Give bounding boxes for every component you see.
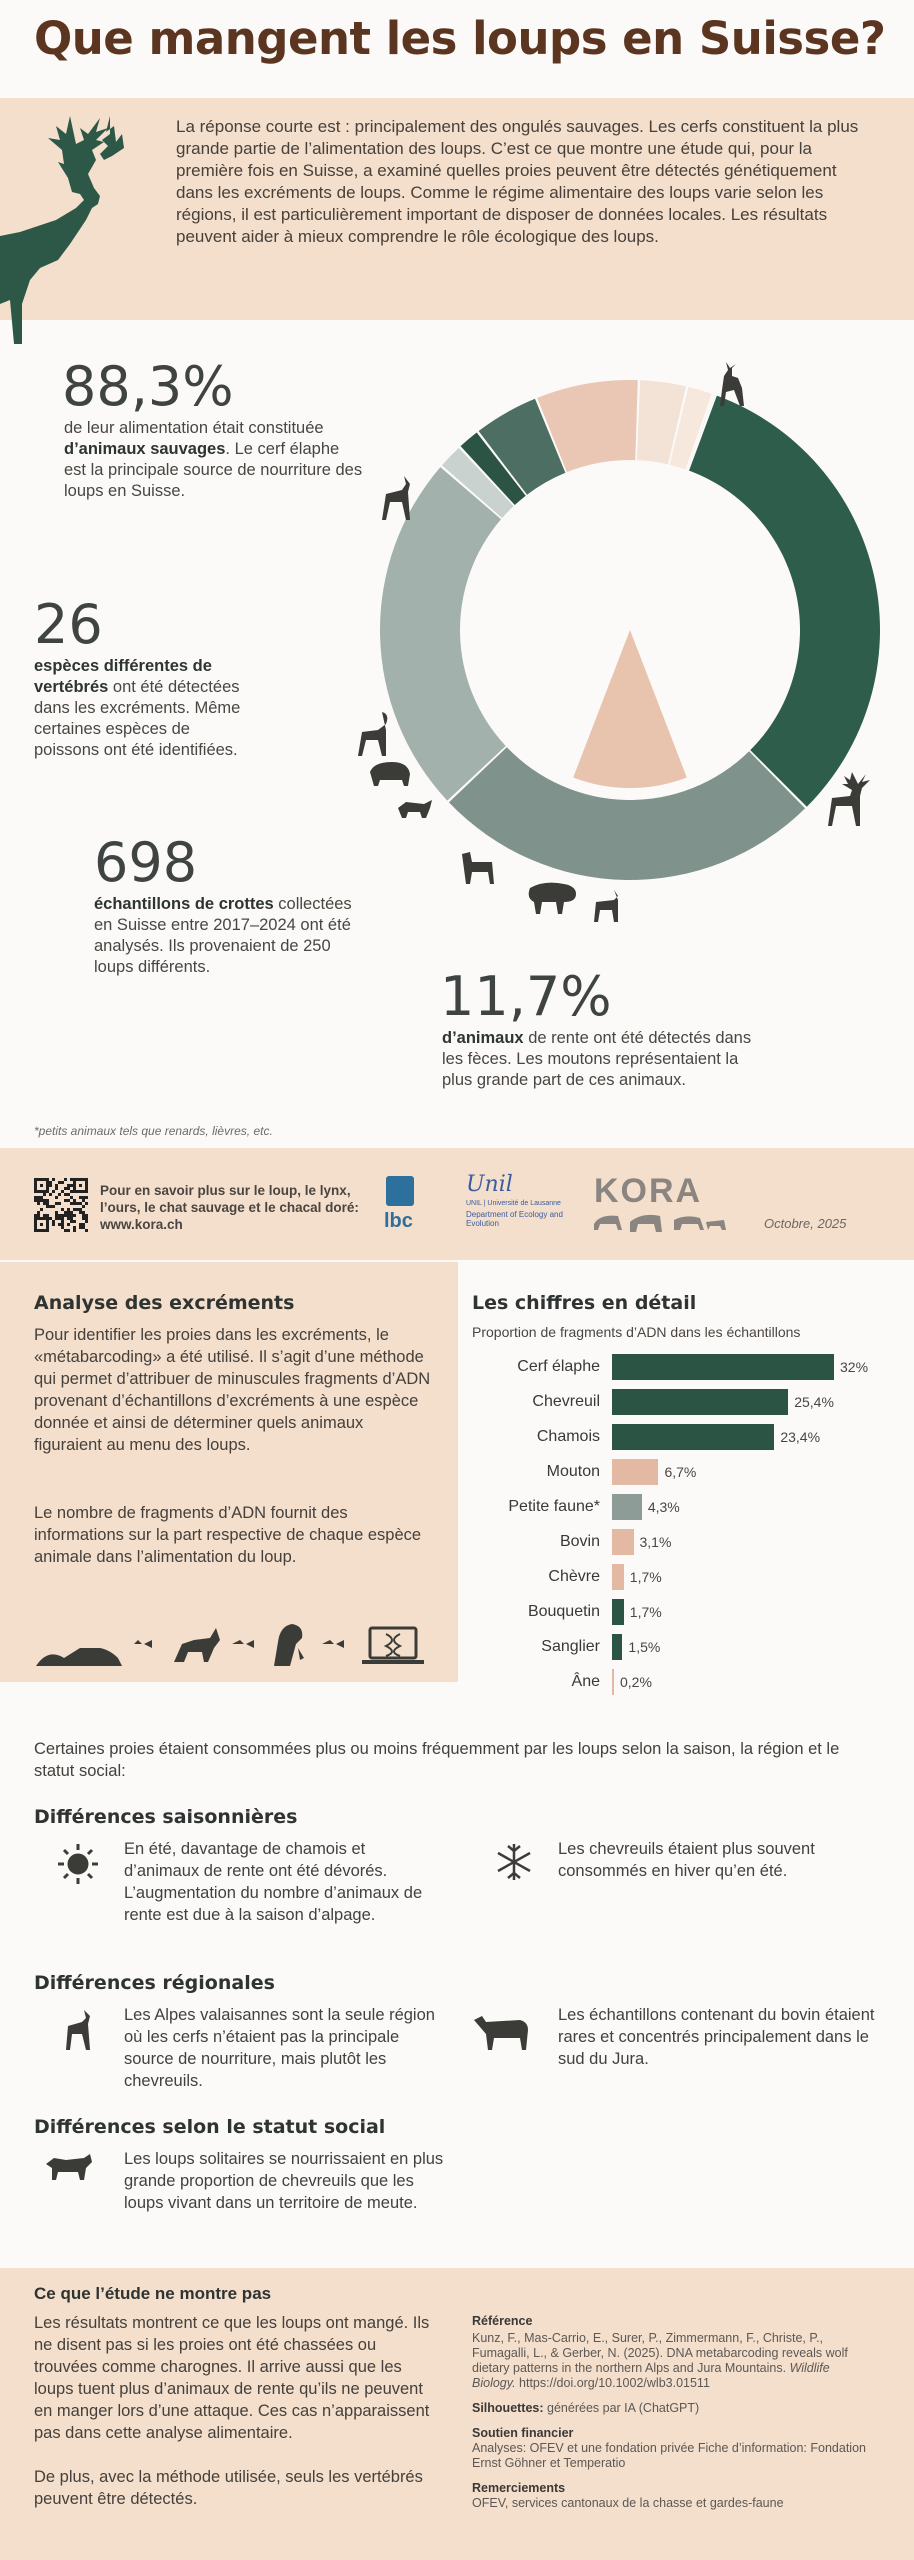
qr-module xyxy=(73,1214,76,1217)
qr-module xyxy=(82,1214,85,1217)
qr-module xyxy=(70,1190,73,1193)
qr-module xyxy=(79,1178,82,1181)
qr-module xyxy=(82,1223,85,1226)
qr-module xyxy=(73,1187,76,1190)
bar-value-label: 6,7% xyxy=(664,1464,697,1480)
bar-label: Chevreuil xyxy=(532,1393,600,1410)
stat-species-text: espèces différentes de vertébrés ont été détectées dans les excréments. Même certaines espèces de poissons ont été identifiées. xyxy=(34,657,241,759)
qr-module xyxy=(55,1202,58,1205)
qr-module xyxy=(52,1178,55,1181)
qr-module xyxy=(67,1229,70,1232)
kora-animals-icon xyxy=(590,1206,730,1234)
qr-module xyxy=(55,1196,58,1199)
qr-module xyxy=(70,1214,73,1217)
qr-module xyxy=(37,1178,40,1181)
qr-module xyxy=(67,1214,70,1217)
qr-module xyxy=(34,1199,37,1202)
arrow-icon-1 xyxy=(134,1640,152,1648)
qr-module xyxy=(52,1223,55,1226)
qr-module xyxy=(58,1202,61,1205)
qr-module xyxy=(85,1220,88,1223)
qr-module xyxy=(37,1211,40,1214)
qr-module xyxy=(67,1187,70,1190)
qr-module xyxy=(43,1229,46,1232)
bar-value-label: 4,3% xyxy=(647,1499,680,1515)
bar xyxy=(612,1669,614,1695)
unil-sub: UNIL | Université de Lausanne xyxy=(466,1200,561,1207)
qr-module xyxy=(40,1184,43,1187)
regional-valais-text: Les Alpes valaisannes sont la seule région où les cerfs n’étaient pas la principale source de nourriture, mais plutôt les chevreuils. xyxy=(124,2006,435,2090)
bar-label: Chèvre xyxy=(548,1568,600,1585)
lbc-logo-text: lbc xyxy=(384,1210,413,1232)
lbc-logo-icon xyxy=(386,1176,414,1206)
qr-module xyxy=(73,1184,76,1187)
qr-module xyxy=(34,1226,37,1229)
wolf-social-icon xyxy=(44,2152,94,2182)
qr-module xyxy=(58,1214,61,1217)
bar xyxy=(612,1529,634,1555)
qr-module xyxy=(85,1184,88,1187)
laptop-base-icon xyxy=(362,1660,424,1664)
qr-module xyxy=(85,1217,88,1220)
bar xyxy=(612,1634,622,1660)
qr-module xyxy=(70,1178,73,1181)
qr-module xyxy=(46,1223,49,1226)
qr-module xyxy=(73,1190,76,1193)
laptop-icon xyxy=(370,1628,416,1658)
livestock-wedge xyxy=(573,630,687,788)
qr-module xyxy=(49,1184,52,1187)
qr-module xyxy=(55,1217,58,1220)
seasonal-winter-text: Les chevreuils étaient plus souvent consommés en hiver qu’en été. xyxy=(558,1840,815,1880)
qr-module xyxy=(61,1208,64,1211)
qr-module xyxy=(73,1220,76,1223)
qr-module xyxy=(76,1178,79,1181)
details-subtitle: Proportion de fragments d’ADN dans les échantillons xyxy=(472,1324,801,1340)
seasonal-summer-text: En été, davantage de chamois et d’animaux de rente ont été dévorés. L’augmentation du nombre d’animaux de rente est due à la saison d’alpage. xyxy=(124,1840,423,1924)
qr-module xyxy=(67,1211,70,1214)
qr-module xyxy=(34,1229,37,1232)
bar-label: Mouton xyxy=(546,1463,600,1480)
qr-module xyxy=(58,1217,61,1220)
qr-module xyxy=(58,1181,61,1184)
qr-module xyxy=(34,1217,37,1220)
qr-module xyxy=(46,1181,49,1184)
bar-value-label: 32% xyxy=(840,1359,869,1375)
qr-module xyxy=(37,1202,40,1205)
qr-module xyxy=(82,1196,85,1199)
qr-module xyxy=(79,1223,82,1226)
qr-module xyxy=(73,1226,76,1229)
qr-module xyxy=(58,1223,61,1226)
stat-samples-text: échantillons de crottes collectées en Suisse entre 2017–2024 ont été analysés. Ils provenaient de 250 loups différents. xyxy=(94,895,352,976)
qr-module xyxy=(85,1202,88,1205)
qr-module xyxy=(34,1178,37,1181)
references: Référence Kunz, F., Mas-Carrio, E., Surer, P., Zimmermann, F., Christe, P., Fumagalli, L., & Gerber, N. (2025). DNA metabarcoding reveals wolf dietary patterns in the northern Alps and Jura Mountains. Wildlife Biology. https://doi.org/10.1002/wlb3.01511 Silhouettes: générées par IA (ChatGPT) Soutien financier Analyses: OFEV et une fondation privée Fiche d’information: Fondation Ernst Göhner et Temperatio Remerciements OFEV, services cantonaux de la chasse et gardes-faune xyxy=(472,2314,866,2510)
boar-icon xyxy=(368,758,412,788)
qr-module xyxy=(40,1199,43,1202)
qr-module xyxy=(34,1184,37,1187)
qr-module xyxy=(58,1193,61,1196)
qr-module xyxy=(76,1202,79,1205)
bar xyxy=(612,1389,788,1415)
qr-module xyxy=(43,1202,46,1205)
bar-value-label: 0,2% xyxy=(620,1674,652,1690)
qr-module xyxy=(34,1196,37,1199)
qr-module xyxy=(79,1211,82,1214)
qr-module xyxy=(79,1196,82,1199)
qr-module xyxy=(85,1181,88,1184)
qr-module xyxy=(55,1211,58,1214)
chamois-icon xyxy=(352,710,396,758)
qr-module xyxy=(85,1214,88,1217)
bar-label: Petite faune* xyxy=(508,1498,600,1515)
qr-module xyxy=(40,1223,43,1226)
qr-module xyxy=(37,1214,40,1217)
qr-module xyxy=(67,1217,70,1220)
qr-module xyxy=(67,1193,70,1196)
qr-module xyxy=(49,1193,52,1196)
qr-module xyxy=(43,1214,46,1217)
bar-value-label: 23,4% xyxy=(780,1429,821,1445)
qr-module xyxy=(73,1181,76,1184)
bar-label: Cerf élaphe xyxy=(517,1358,600,1375)
qr-module xyxy=(61,1190,64,1193)
limits-p1: Les résultats montrent ce que les loups ont mangé. Ils ne disent pas si les proies ont été chassées ou trouvées comme charognes. Il arrive aussi que les loups tuent plus d’animaux de rente qu’ils ne peuvent en manger lors d’une attaque. Ces cas n’apparaissent pas dans cette analyse alimentaire. xyxy=(34,2314,430,2442)
goat-small-icon xyxy=(588,888,624,924)
qr-module xyxy=(34,1214,37,1217)
qr-module xyxy=(64,1214,67,1217)
roe-deer-icon xyxy=(376,474,416,522)
qr-module xyxy=(67,1223,70,1226)
qr-module xyxy=(52,1205,55,1208)
qr-module xyxy=(40,1229,43,1232)
stat-wild-text: de leur alimentation était constituée d’animaux sauvages. Le cerf élaphe est la principale source de nourriture des loups en Suisse. xyxy=(64,419,363,500)
stag-icon xyxy=(822,770,874,828)
qr-module xyxy=(64,1193,67,1196)
qr-module xyxy=(61,1214,64,1217)
qr-module xyxy=(52,1190,55,1193)
bar-label: Âne xyxy=(571,1673,600,1690)
qr-module xyxy=(73,1178,76,1181)
stat-wild-value: 88,3% xyxy=(62,355,234,418)
qr-module xyxy=(64,1229,67,1232)
qr-module xyxy=(46,1205,49,1208)
stat-samples-value: 698 xyxy=(94,831,198,894)
qr-module xyxy=(82,1178,85,1181)
qr-module xyxy=(67,1208,70,1211)
fox-icon xyxy=(396,798,434,820)
qr-module xyxy=(46,1199,49,1202)
qr-module xyxy=(55,1214,58,1217)
qr-module xyxy=(49,1217,52,1220)
qr-module xyxy=(82,1226,85,1229)
qr-module xyxy=(79,1190,82,1193)
qr-module xyxy=(85,1178,88,1181)
qr-module xyxy=(46,1217,49,1220)
limits-p2: De plus, avec la méthode utilisée, seuls les vertébrés peuvent être détectés. xyxy=(34,2468,423,2508)
sheep-icon xyxy=(524,880,578,916)
donut-slice xyxy=(689,396,880,807)
qr-module xyxy=(40,1196,43,1199)
kora-logo: KORA xyxy=(594,1172,703,1210)
qr-module xyxy=(67,1184,70,1187)
bar-value-label: 25,4% xyxy=(794,1394,834,1410)
qr-module xyxy=(46,1214,49,1217)
qr-module xyxy=(85,1229,88,1232)
variation-intro: Certaines proies étaient consommées plus ou moins fréquemment par les loups selon la saison, la région et le statut social: xyxy=(34,1740,840,1780)
bar xyxy=(612,1424,774,1450)
qr-module xyxy=(79,1184,82,1187)
details-title: Les chiffres en détail xyxy=(472,1292,697,1314)
qr-module xyxy=(61,1220,64,1223)
qr-module xyxy=(61,1223,64,1226)
qr-module xyxy=(64,1187,67,1190)
stat-species-value: 26 xyxy=(34,593,103,656)
qr-module xyxy=(61,1181,64,1184)
qr-module xyxy=(73,1202,76,1205)
analysis-title: Analyse des excréments xyxy=(34,1292,295,1314)
qr-module xyxy=(43,1217,46,1220)
qr-module xyxy=(49,1181,52,1184)
qr-module xyxy=(70,1217,73,1220)
qr-module xyxy=(43,1190,46,1193)
qr-module xyxy=(61,1226,64,1229)
regional-jura-text: Les échantillons contenant du bovin étaient rares et concentrés principalement dans le sud du Jura. xyxy=(558,2006,875,2068)
bar xyxy=(612,1599,624,1625)
qr-module xyxy=(73,1229,76,1232)
qr-code-icon[interactable] xyxy=(34,1178,88,1232)
qr-module xyxy=(55,1187,58,1190)
qr-module xyxy=(82,1217,85,1220)
bar-value-label: 1,7% xyxy=(629,1604,662,1620)
qr-module xyxy=(85,1190,88,1193)
qr-module xyxy=(37,1217,40,1220)
deer-small-icon xyxy=(714,360,750,408)
unil-dept: Department of Ecology and Evolution xyxy=(466,1210,563,1228)
qr-module xyxy=(76,1190,79,1193)
qr-module xyxy=(64,1178,67,1181)
qr-module xyxy=(82,1190,85,1193)
qr-module xyxy=(46,1187,49,1190)
qr-module xyxy=(82,1205,85,1208)
goat-icon xyxy=(458,850,498,886)
qr-module xyxy=(76,1208,79,1211)
qr-module xyxy=(34,1187,37,1190)
qr-module xyxy=(79,1202,82,1205)
qr-module xyxy=(37,1199,40,1202)
qr-module xyxy=(37,1229,40,1232)
arrow-icon-2 xyxy=(232,1640,254,1648)
qr-module xyxy=(82,1199,85,1202)
qr-module xyxy=(82,1211,85,1214)
bar-value-label: 1,7% xyxy=(629,1569,662,1585)
bar-label: Sanglier xyxy=(541,1638,600,1655)
person-collecting-icon xyxy=(274,1624,304,1666)
qr-module xyxy=(46,1226,49,1229)
bar-label: Bovin xyxy=(559,1533,600,1550)
bar xyxy=(612,1459,658,1485)
qr-module xyxy=(79,1226,82,1229)
qr-module xyxy=(34,1223,37,1226)
footnote: *petits animaux tels que renards, lièvres, etc. xyxy=(34,1124,273,1138)
qr-module xyxy=(40,1178,43,1181)
qr-module xyxy=(73,1208,76,1211)
wolf-eating-icon xyxy=(36,1648,122,1666)
stat-livestock-text: d’animaux de rente ont été détectés dans les fèces. Les moutons représentaient la plus grande part de ces animaux. xyxy=(442,1029,752,1089)
qr-module xyxy=(67,1199,70,1202)
stat-livestock-value: 11,7% xyxy=(440,965,612,1028)
qr-module xyxy=(34,1181,37,1184)
seasonal-title: Différences saisonnières xyxy=(34,1806,298,1828)
dna-icon xyxy=(386,1634,400,1656)
intro-text: La réponse courte est : principalement des ongulés sauvages. Les cerfs constituent la plus grande partie de l’alimentation des loups. C’est ce que montre une étude qui, pour la première fois en Suisse, a examiné quelles proies peuvent être détectés génétiquement dans les excréments de loups. Comme le régime alimentaire des loups varie selon les régions, il est particulièrement important de disposer de données locales. Les résultats peuvent aider à mieux comprendre le rôle écologique des loups. xyxy=(176,117,859,246)
bar xyxy=(612,1564,624,1590)
wolf-icon xyxy=(174,1628,220,1662)
qr-module xyxy=(34,1220,37,1223)
qr-module xyxy=(79,1208,82,1211)
regional-title: Différences régionales xyxy=(34,1972,275,1994)
qr-module xyxy=(49,1205,52,1208)
arrow-icon-3 xyxy=(322,1640,344,1648)
bar-chart xyxy=(440,1350,914,1720)
qr-module xyxy=(43,1199,46,1202)
qr-module xyxy=(70,1202,73,1205)
bar xyxy=(612,1354,834,1380)
unil-logo: Unil xyxy=(466,1172,513,1197)
analysis-p2: Le nombre de fragments d’ADN fournit des informations sur la part respective de chaque espèce animale dans l’alimentation du loup. xyxy=(34,1504,422,1566)
qr-module xyxy=(73,1199,76,1202)
qr-module xyxy=(37,1196,40,1199)
deer-silhouette-icon xyxy=(0,104,140,350)
bar-value-label: 3,1% xyxy=(639,1534,672,1550)
social-title: Différences selon le statut social xyxy=(34,2116,386,2138)
qr-module xyxy=(46,1229,49,1232)
info-text: Pour en savoir plus sur le loup, le lynx, l’ours, le chat sauvage et le chacal doré: www.kora.ch xyxy=(100,1183,359,1232)
qr-module xyxy=(52,1220,55,1223)
qr-module xyxy=(64,1199,67,1202)
process-illustration xyxy=(34,1618,434,1670)
bar xyxy=(612,1494,642,1520)
date-label: Octobre, 2025 xyxy=(764,1216,847,1231)
limits-title: Ce que l’étude ne montre pas xyxy=(34,2284,272,2303)
qr-module xyxy=(43,1178,46,1181)
qr-module xyxy=(34,1190,37,1193)
qr-module xyxy=(40,1208,43,1211)
qr-module xyxy=(55,1184,58,1187)
qr-module xyxy=(64,1211,67,1214)
bar-label: Chamois xyxy=(536,1428,600,1445)
qr-module xyxy=(40,1217,43,1220)
qr-module xyxy=(70,1220,73,1223)
qr-module xyxy=(85,1196,88,1199)
bar-value-label: 1,5% xyxy=(628,1639,661,1655)
qr-module xyxy=(46,1178,49,1181)
qr-module xyxy=(46,1202,49,1205)
qr-module xyxy=(70,1196,73,1199)
social-text: Les loups solitaires se nourrissaient en plus grande proportion de chevreuils que les loups vivant dans un territoire de meute. xyxy=(124,2150,444,2212)
qr-module xyxy=(40,1190,43,1193)
qr-module xyxy=(70,1211,73,1214)
page-title: Que mangent les loups en Suisse? xyxy=(34,12,886,65)
analysis-p1: Pour identifier les proies dans les excréments, le «métabarcoding» a été utilisé. Il s’agit d’une méthode qui permet d’attribuer de minuscules fragments d’ADN provenant d’échantillons d’excréments à une espèce donnée et ainsi de déterminer quels animaux figuraient au menu des loups. xyxy=(34,1326,431,1454)
qr-module xyxy=(43,1193,46,1196)
qr-module xyxy=(46,1190,49,1193)
qr-module xyxy=(46,1220,49,1223)
snowflake-icon xyxy=(494,1842,534,1882)
qr-module xyxy=(46,1184,49,1187)
qr-module xyxy=(37,1190,40,1193)
cow-icon xyxy=(472,2012,530,2052)
sun-icon xyxy=(56,1842,100,1886)
qr-module xyxy=(70,1184,73,1187)
bar-label: Bouquetin xyxy=(527,1603,600,1620)
qr-module xyxy=(61,1217,64,1220)
roe-deer-region-icon xyxy=(60,2008,96,2052)
qr-module xyxy=(85,1187,88,1190)
